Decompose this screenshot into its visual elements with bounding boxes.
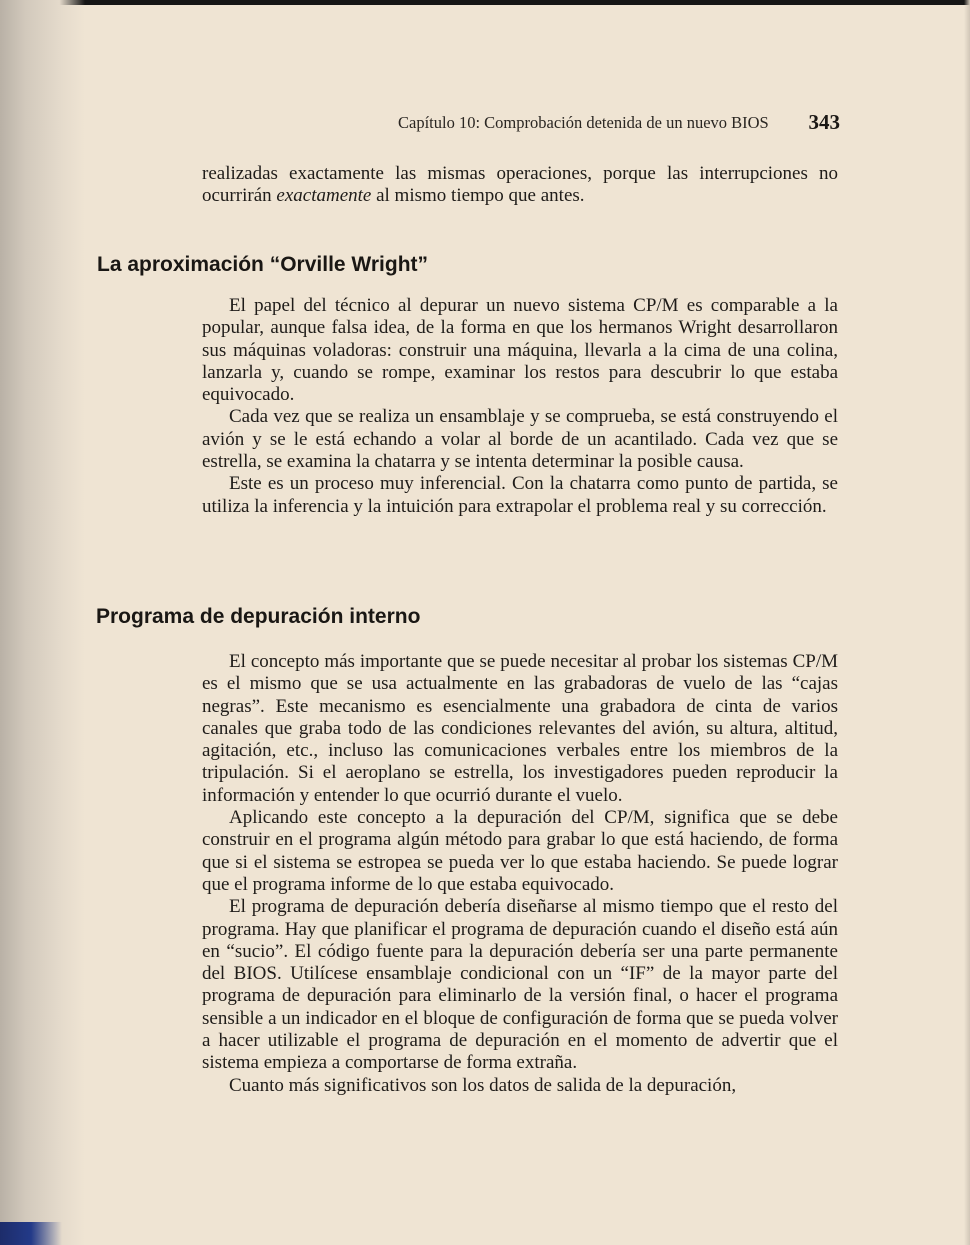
paragraph: El concepto más importante que se puede necesitar al probar los sistemas CP/M es el mismo que se usa actualmente en las grabadoras de vuelo de las “cajas negras”. Este mecanismo es esencialmente una grabadora de cinta de varios canales que graba todo de las condiciones relevantes del avión, su altura, altitud, agitación, etc., incluso las comunicaciones verbales entre los miembros de la tripulación. Si el aeroplano se estrella, los investigadores pueden reproducir la información y entender lo que ocurrió durante el vuelo. [202,651,838,806]
section-orville-body [202,295,838,518]
running-head [398,110,840,136]
page-right-edge [964,0,970,1245]
book-cover-edge [0,1222,62,1245]
section-heading-orville-wright: La aproximación “Orville Wright” [97,253,429,276]
paragraph: El programa de depuración debería diseñarse al mismo tiempo que el resto del programa. Hay que planificar el programa de depuración cuando el diseño está aún en “sucio”. El código fuente para la depuración debería ser una parte permanente del BIOS. Utilícese ensamblaje condicional con un “IF” de la mayor parte del programa de depuración para eliminarlo de la versión final, o hacer el programa sensible a un indicador en el bloque de configuración de forma que se pueda volver a hacer utilizable el programa de depuración en el momento de advertir que el sistema empieza a comportarse de forma extraña. [202,896,838,1074]
section-debug-body [202,651,838,1097]
paragraph: Aplicando este concepto a la depuración del CP/M, significa que se debe construir en el programa algún método para grabar lo que está haciendo, de forma que si el sistema se estropea se pueda ver lo que estaba haciendo. Se puede lograr que el programa informe de lo que estaba equivocado. [202,807,838,895]
scan-top-edge [0,0,970,5]
emphasized-word: exactamente [276,185,372,207]
paragraph: Cada vez que se realiza un ensamblaje y se comprueba, se está construyendo el avión y se le está echando a volar al borde de un acantilado. Cada vez que se estrella, se examina la chatarra y se intenta determinar la posible causa. [202,406,838,473]
continued-text-start: realizadas exactamente las mismas operaciones, porque las interrupciones no ocurrirán [202,163,838,207]
paragraph: Cuanto más significativos son los datos de salida de la depuración, [229,1074,737,1096]
paragraph: El papel del técnico al depurar un nuevo sistema CP/M es comparable a la popular, aunque falsa idea, de la forma en que los hermanos Wright desarrollaron sus máquinas voladoras: construir una máquina, llevarla a la cima de una colina, lanzarla y, cuando se rompe, examinar los restos para descubrir lo que estaba equivocado. [202,295,838,406]
continued-paragraph-block [202,163,838,208]
continued-text-end: al mismo tiempo que antes. [371,185,585,207]
paragraph: Este es un proceso muy inferencial. Con la chatarra como punto de partida, se utiliza la inferencia y la intuición para extrapolar el problema real y su corrección. [202,473,838,517]
page-number: 343 [808,110,840,134]
continued-paragraph [202,163,838,208]
section-heading-debug-program: Programa de depuración interno [96,605,421,628]
book-spine-shadow [0,0,85,1245]
chapter-title: Capítulo 10: Comprobación detenida de un nuevo BIOS [398,113,769,132]
